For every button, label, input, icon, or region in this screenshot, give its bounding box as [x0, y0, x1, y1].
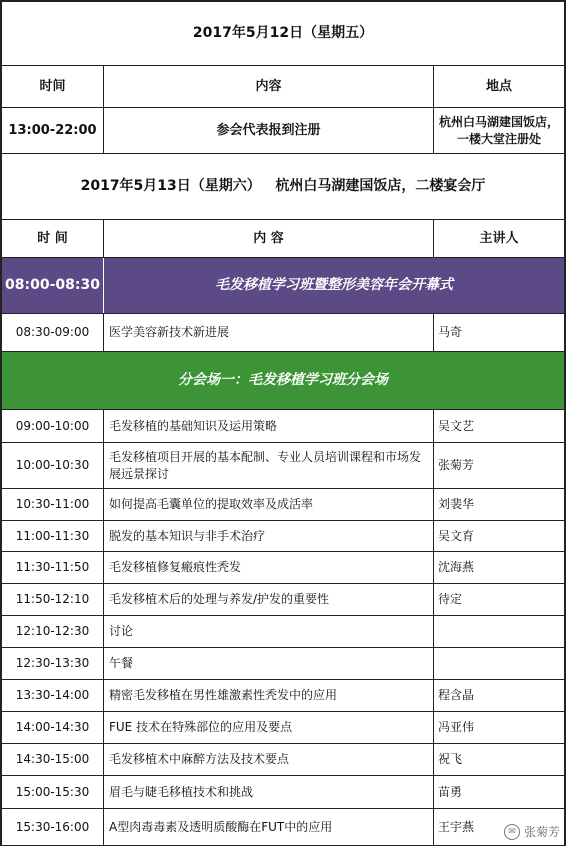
session-topic: 精密毛发移植在男性雄激素性秃发中的应用 — [103, 680, 433, 711]
watermark-text: 张菊芳 — [523, 825, 560, 839]
session-topic: 如何提高毛囊单位的提取效率及成活率 — [103, 489, 433, 520]
session-speaker: 马奇 — [433, 314, 564, 351]
session-row — [0, 616, 566, 648]
session-row — [0, 776, 566, 809]
session-row — [0, 443, 566, 489]
session-row — [0, 314, 566, 352]
watermark — [504, 823, 560, 840]
session-time: 08:30-09:00 — [15, 325, 90, 339]
session-topic: FUE 技术在特殊部位的应用及要点 — [103, 712, 433, 743]
day1-reg-venue — [433, 108, 564, 153]
session-speaker: 吴文艺 — [433, 410, 564, 442]
day1-venue-line1: 杭州白马湖建国饭店， — [438, 114, 559, 129]
session-speaker: 沈海燕 — [433, 552, 564, 583]
session-row — [0, 552, 566, 584]
session-speaker: 王宇燕 — [433, 809, 564, 845]
day1-reg-time: 13:00-22:00 — [8, 123, 97, 138]
session-topic: 眉毛与睫毛移植技术和挑战 — [103, 776, 433, 808]
session-row — [0, 489, 566, 521]
session-topic — [103, 443, 433, 488]
session-time: 11:30-11:50 — [15, 560, 90, 574]
session-row — [0, 809, 566, 846]
session-topic: 午餐 — [103, 648, 433, 679]
session-speaker — [433, 616, 564, 647]
subvenue-banner: 分会场一：毛发移植学习班分会场 — [178, 372, 388, 388]
session-topic: 医学美容新技术新进展 — [103, 314, 433, 351]
session-speaker: 程含晶 — [433, 680, 564, 711]
opening-title: 毛发移植学习班暨整形美容年会开幕式 — [215, 277, 453, 293]
day1-reg-content: 参会代表报到注册 — [103, 108, 433, 153]
day2-header-row — [0, 220, 566, 258]
session-time: 11:50-12:10 — [15, 592, 90, 606]
day1-venue-line2: 一楼大堂注册处 — [456, 131, 541, 146]
session-time: 14:00-14:30 — [15, 720, 90, 734]
session-time: 10:30-11:00 — [15, 497, 90, 511]
session-row — [0, 584, 566, 616]
day2-header-content: 内 容 — [103, 220, 433, 257]
wechat-icon: ✉ — [504, 824, 520, 840]
session-time: 14:30-15:00 — [15, 752, 90, 766]
session-row — [0, 744, 566, 776]
day2-title: 2017年5月13日（星期六） 杭州白马湖建国饭店，二楼宴会厅 — [80, 178, 486, 194]
session-row — [0, 521, 566, 552]
session-topic: 毛发移植术后的处理与养发/护发的重要性 — [103, 584, 433, 615]
opening-title-cell — [103, 258, 564, 313]
day1-title-row — [0, 0, 566, 66]
session-topic: 脱发的基本知识与非手术治疗 — [103, 521, 433, 551]
session-time: 10:00-10:30 — [15, 458, 90, 472]
day1-title: 2017年5月12日（星期五） — [192, 25, 374, 41]
opening-time: 08:00-08:30 — [5, 277, 100, 293]
session-speaker: 刘裴华 — [433, 489, 564, 520]
subvenue-banner-cell — [2, 352, 564, 409]
session-row — [0, 410, 566, 443]
session-time: 15:00-15:30 — [15, 784, 90, 799]
session-topic-line2: 展远景探讨 — [109, 466, 170, 481]
session-speaker: 冯亚伟 — [433, 712, 564, 743]
session-time: 12:10-12:30 — [15, 624, 90, 638]
session-time: 15:30-16:00 — [15, 819, 90, 834]
session-row — [0, 648, 566, 680]
session-topic: 毛发移植的基础知识及运用策略 — [103, 410, 433, 442]
session-speaker: 祝飞 — [433, 744, 564, 775]
session-row — [0, 712, 566, 744]
day1-header-row — [0, 66, 566, 108]
session-topic: A型肉毒毒素及透明质酸酶在FUT中的应用 — [103, 809, 433, 845]
session-topic: 讨论 — [103, 616, 433, 647]
session-row — [0, 680, 566, 712]
session-speaker: 张菊芳 — [433, 443, 564, 488]
session-time: 12:30-13:30 — [15, 656, 90, 670]
day1-header-time: 时间 — [39, 79, 66, 94]
session-topic: 毛发移植修复瘢痕性秃发 — [103, 552, 433, 583]
day2-title-row — [0, 154, 566, 220]
session-speaker: 吴文育 — [433, 521, 564, 551]
day2-header-speaker: 主讲人 — [433, 220, 564, 257]
session-time: 13:30-14:00 — [15, 688, 90, 702]
day2-header-time: 时 间 — [37, 231, 68, 246]
session-speaker — [433, 648, 564, 679]
session-topic: 毛发移植术中麻醉方法及技术要点 — [103, 744, 433, 775]
session-time: 11:00-11:30 — [15, 528, 90, 543]
session-speaker: 待定 — [433, 584, 564, 615]
session-time: 09:00-10:00 — [15, 418, 90, 433]
session-topic-line1: 毛发移植项目开展的基本配制、专业人员培训课程和市场发 — [109, 449, 422, 464]
day1-registration-row — [0, 108, 566, 154]
day1-header-venue: 地点 — [433, 66, 564, 107]
opening-ceremony-row — [0, 258, 566, 314]
subvenue-banner-row — [0, 352, 566, 410]
session-speaker: 苗勇 — [433, 776, 564, 808]
day1-header-content: 内容 — [103, 66, 433, 107]
